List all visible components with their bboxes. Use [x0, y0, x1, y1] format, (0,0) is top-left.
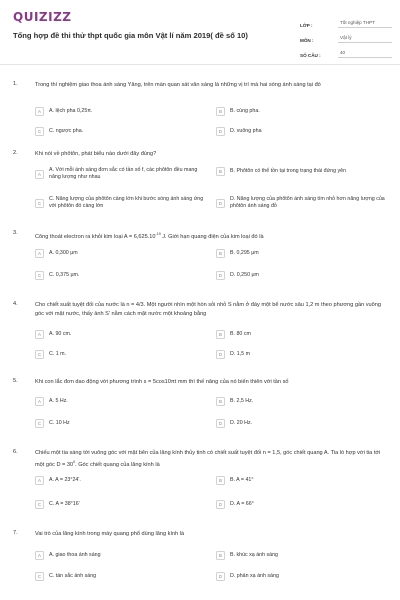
option-letter: B	[216, 551, 225, 560]
option-letter: B	[216, 249, 225, 258]
option-letter: A	[35, 330, 44, 339]
option-text: C. 1 m.	[49, 350, 67, 357]
option-c[interactable]	[35, 196, 210, 210]
option-letter: B	[216, 397, 225, 406]
option-a[interactable]	[35, 476, 210, 485]
question-number: 6.	[13, 449, 18, 455]
document-title: Tổng hợp đề thi thử thpt quốc gia môn Vật lí năm 2019( đề số 10)	[13, 31, 248, 40]
question-number: 3.	[13, 230, 18, 236]
option-c[interactable]	[35, 350, 210, 359]
option-text: B. cùng pha.	[230, 107, 260, 114]
question-number: 5.	[13, 378, 18, 384]
option-letter: B	[216, 330, 225, 339]
question-text: Cho chiết suất tuyệt đối của nước là n = 4/3. Một người nhìn một hòn sỏi nhỏ S nằm ở đáy một bể nước sâu 1,2 m theo phương gần vuông góc với mặt nước, thấy ảnh S' nằm cách mặt nước một khoảng bằng	[35, 302, 381, 317]
count-label: SỐ CÂU :	[300, 53, 321, 58]
option-text: A. 0,300 μm	[49, 249, 78, 256]
option-letter: D	[216, 271, 225, 280]
option-text: D. Năng lượng của phôtôn ánh sáng tím nhỏ hơn năng lượng của phôtôn ánh sáng đỏ	[230, 196, 385, 210]
option-text: C. 10 Hz	[49, 419, 70, 426]
option-letter: B	[216, 107, 225, 116]
option-text: A. lệch pha 0,25π.	[49, 107, 93, 114]
question-text: Trong thí nghiệm giao thoa ánh sáng Yâng, trên màn quan sát vân sáng là những vị trí mà hai sóng ánh sáng tại đó	[35, 82, 321, 88]
option-letter: C	[35, 127, 44, 136]
header	[0, 0, 400, 62]
question-text: Khi nói về phôtôn, phát biểu nào dưới đây đúng?	[35, 151, 157, 157]
option-text: D. A = 66°	[230, 500, 254, 507]
option-b[interactable]	[216, 551, 394, 560]
option-d[interactable]	[216, 271, 394, 280]
option-letter: C	[35, 199, 44, 208]
option-text: A. Với mỗi ánh sáng đơn sắc có tần số f, các phôtôn đều mang năng lượng như nhau	[49, 167, 198, 181]
class-label: LỚP :	[300, 23, 313, 28]
option-text: C. A = 38°16'	[49, 500, 80, 507]
option-text: B. 80 cm	[230, 330, 251, 337]
option-letter: C	[35, 419, 44, 428]
option-c[interactable]	[35, 419, 210, 428]
option-d[interactable]	[216, 572, 394, 581]
option-letter: D	[216, 500, 225, 509]
question-number: 7.	[13, 530, 18, 536]
question-text: Khi con lắc đơn dao động với phương trình s = 5cos10πt mm thì thế năng của nó biến thiên với tần số	[35, 379, 289, 385]
option-letter: B	[216, 167, 225, 176]
option-letter: A	[35, 476, 44, 485]
header-divider	[0, 64, 400, 65]
option-text: C. tán sắc ánh sáng	[49, 572, 97, 579]
option-letter: C	[35, 350, 44, 359]
option-b[interactable]	[216, 330, 394, 339]
option-b[interactable]	[216, 167, 394, 176]
option-d[interactable]	[216, 350, 394, 359]
option-text: C. Năng lượng của phôtôn càng lớn khi bước sóng ánh sáng ứng với phôtôn đó càng lớn	[49, 196, 204, 210]
option-a[interactable]	[35, 249, 210, 258]
option-text: A. A = 23°24'.	[49, 476, 81, 483]
question-text: Công thoát electron ra khỏi kim loại $A = 6,625.10^{-19}$ J. Giới hạn quang điện của kim loại đó là	[35, 232, 264, 240]
option-text: C. ngược pha.	[49, 127, 84, 134]
option-c[interactable]	[35, 500, 210, 509]
option-letter: A	[35, 107, 44, 116]
option-letter: C	[35, 271, 44, 280]
option-b[interactable]	[216, 107, 394, 116]
option-text: B. 2,5 Hz.	[230, 397, 254, 404]
count-value: 40	[338, 50, 392, 58]
option-text: D. 20 Hz.	[230, 419, 253, 426]
option-text: D. 0,250 μm	[230, 271, 259, 278]
question-number: 2.	[13, 150, 18, 156]
option-text: D. vuông pha	[230, 127, 262, 134]
option-b[interactable]	[216, 476, 394, 485]
option-a[interactable]	[35, 330, 210, 339]
question-number: 1.	[13, 81, 18, 87]
option-text: A. 90 cm.	[49, 330, 72, 337]
subject-label: MÔN :	[300, 38, 314, 43]
meta-class-row	[300, 13, 392, 28]
meta-info	[300, 13, 392, 58]
quizizz-logo: QUIZIZZ	[13, 10, 72, 24]
option-text: D. 1,5 m	[230, 350, 251, 357]
option-a[interactable]	[35, 167, 210, 181]
option-text: B. khúc xạ ánh sáng	[230, 551, 278, 558]
option-a[interactable]	[35, 397, 210, 406]
option-b[interactable]	[216, 249, 394, 258]
question-number: 4.	[13, 301, 18, 307]
option-letter: C	[35, 572, 44, 581]
option-c[interactable]	[35, 127, 210, 136]
subject-value: Vật lý	[338, 35, 392, 43]
question-text: Chiếu một tia sáng tới vuông góc với mặt bên của lăng kính thủy tinh có chiết suất tuyệt đối n = 1,5, góc chiết quang A. Tia ló hợp với tia tới một góc $D = 30^0$. Góc chiết quang của lăng kính là	[35, 450, 381, 468]
option-text: A. 5 Hz.	[49, 397, 68, 404]
question-text: Vai trò của lăng kính trong máy quang phổ dùng lăng kính là	[35, 531, 185, 537]
option-letter: A	[35, 249, 44, 258]
option-text: B. Phôtôn có thể tồn tại trong trạng thái đứng yên	[230, 167, 347, 174]
class-value: Tốt nghiệp THPT	[338, 20, 392, 28]
option-a[interactable]	[35, 551, 210, 560]
option-b[interactable]	[216, 397, 394, 406]
option-text: B. A = 41°	[230, 476, 254, 483]
meta-count-row	[300, 43, 392, 58]
option-text: D. phản xạ ánh sáng	[230, 572, 279, 579]
option-text: A. giao thoa ánh sáng	[49, 551, 101, 558]
option-letter: A	[35, 397, 44, 406]
option-letter: B	[216, 476, 225, 485]
option-d[interactable]	[216, 500, 394, 509]
option-c[interactable]	[35, 271, 210, 280]
option-d[interactable]	[216, 196, 394, 210]
option-letter: D	[216, 572, 225, 581]
option-letter: D	[216, 127, 225, 136]
option-letter: A	[35, 170, 44, 179]
option-d[interactable]	[216, 127, 394, 136]
option-letter: C	[35, 500, 44, 509]
meta-subject-row	[300, 28, 392, 43]
option-letter: D	[216, 419, 225, 428]
option-letter: D	[216, 199, 225, 208]
option-letter: A	[35, 551, 44, 560]
option-text: B. 0,295 μm	[230, 249, 259, 256]
option-text: C. 0,375 μm.	[49, 271, 80, 278]
option-c[interactable]	[35, 572, 210, 581]
option-letter: D	[216, 350, 225, 359]
option-a[interactable]	[35, 107, 210, 116]
option-d[interactable]	[216, 419, 394, 428]
